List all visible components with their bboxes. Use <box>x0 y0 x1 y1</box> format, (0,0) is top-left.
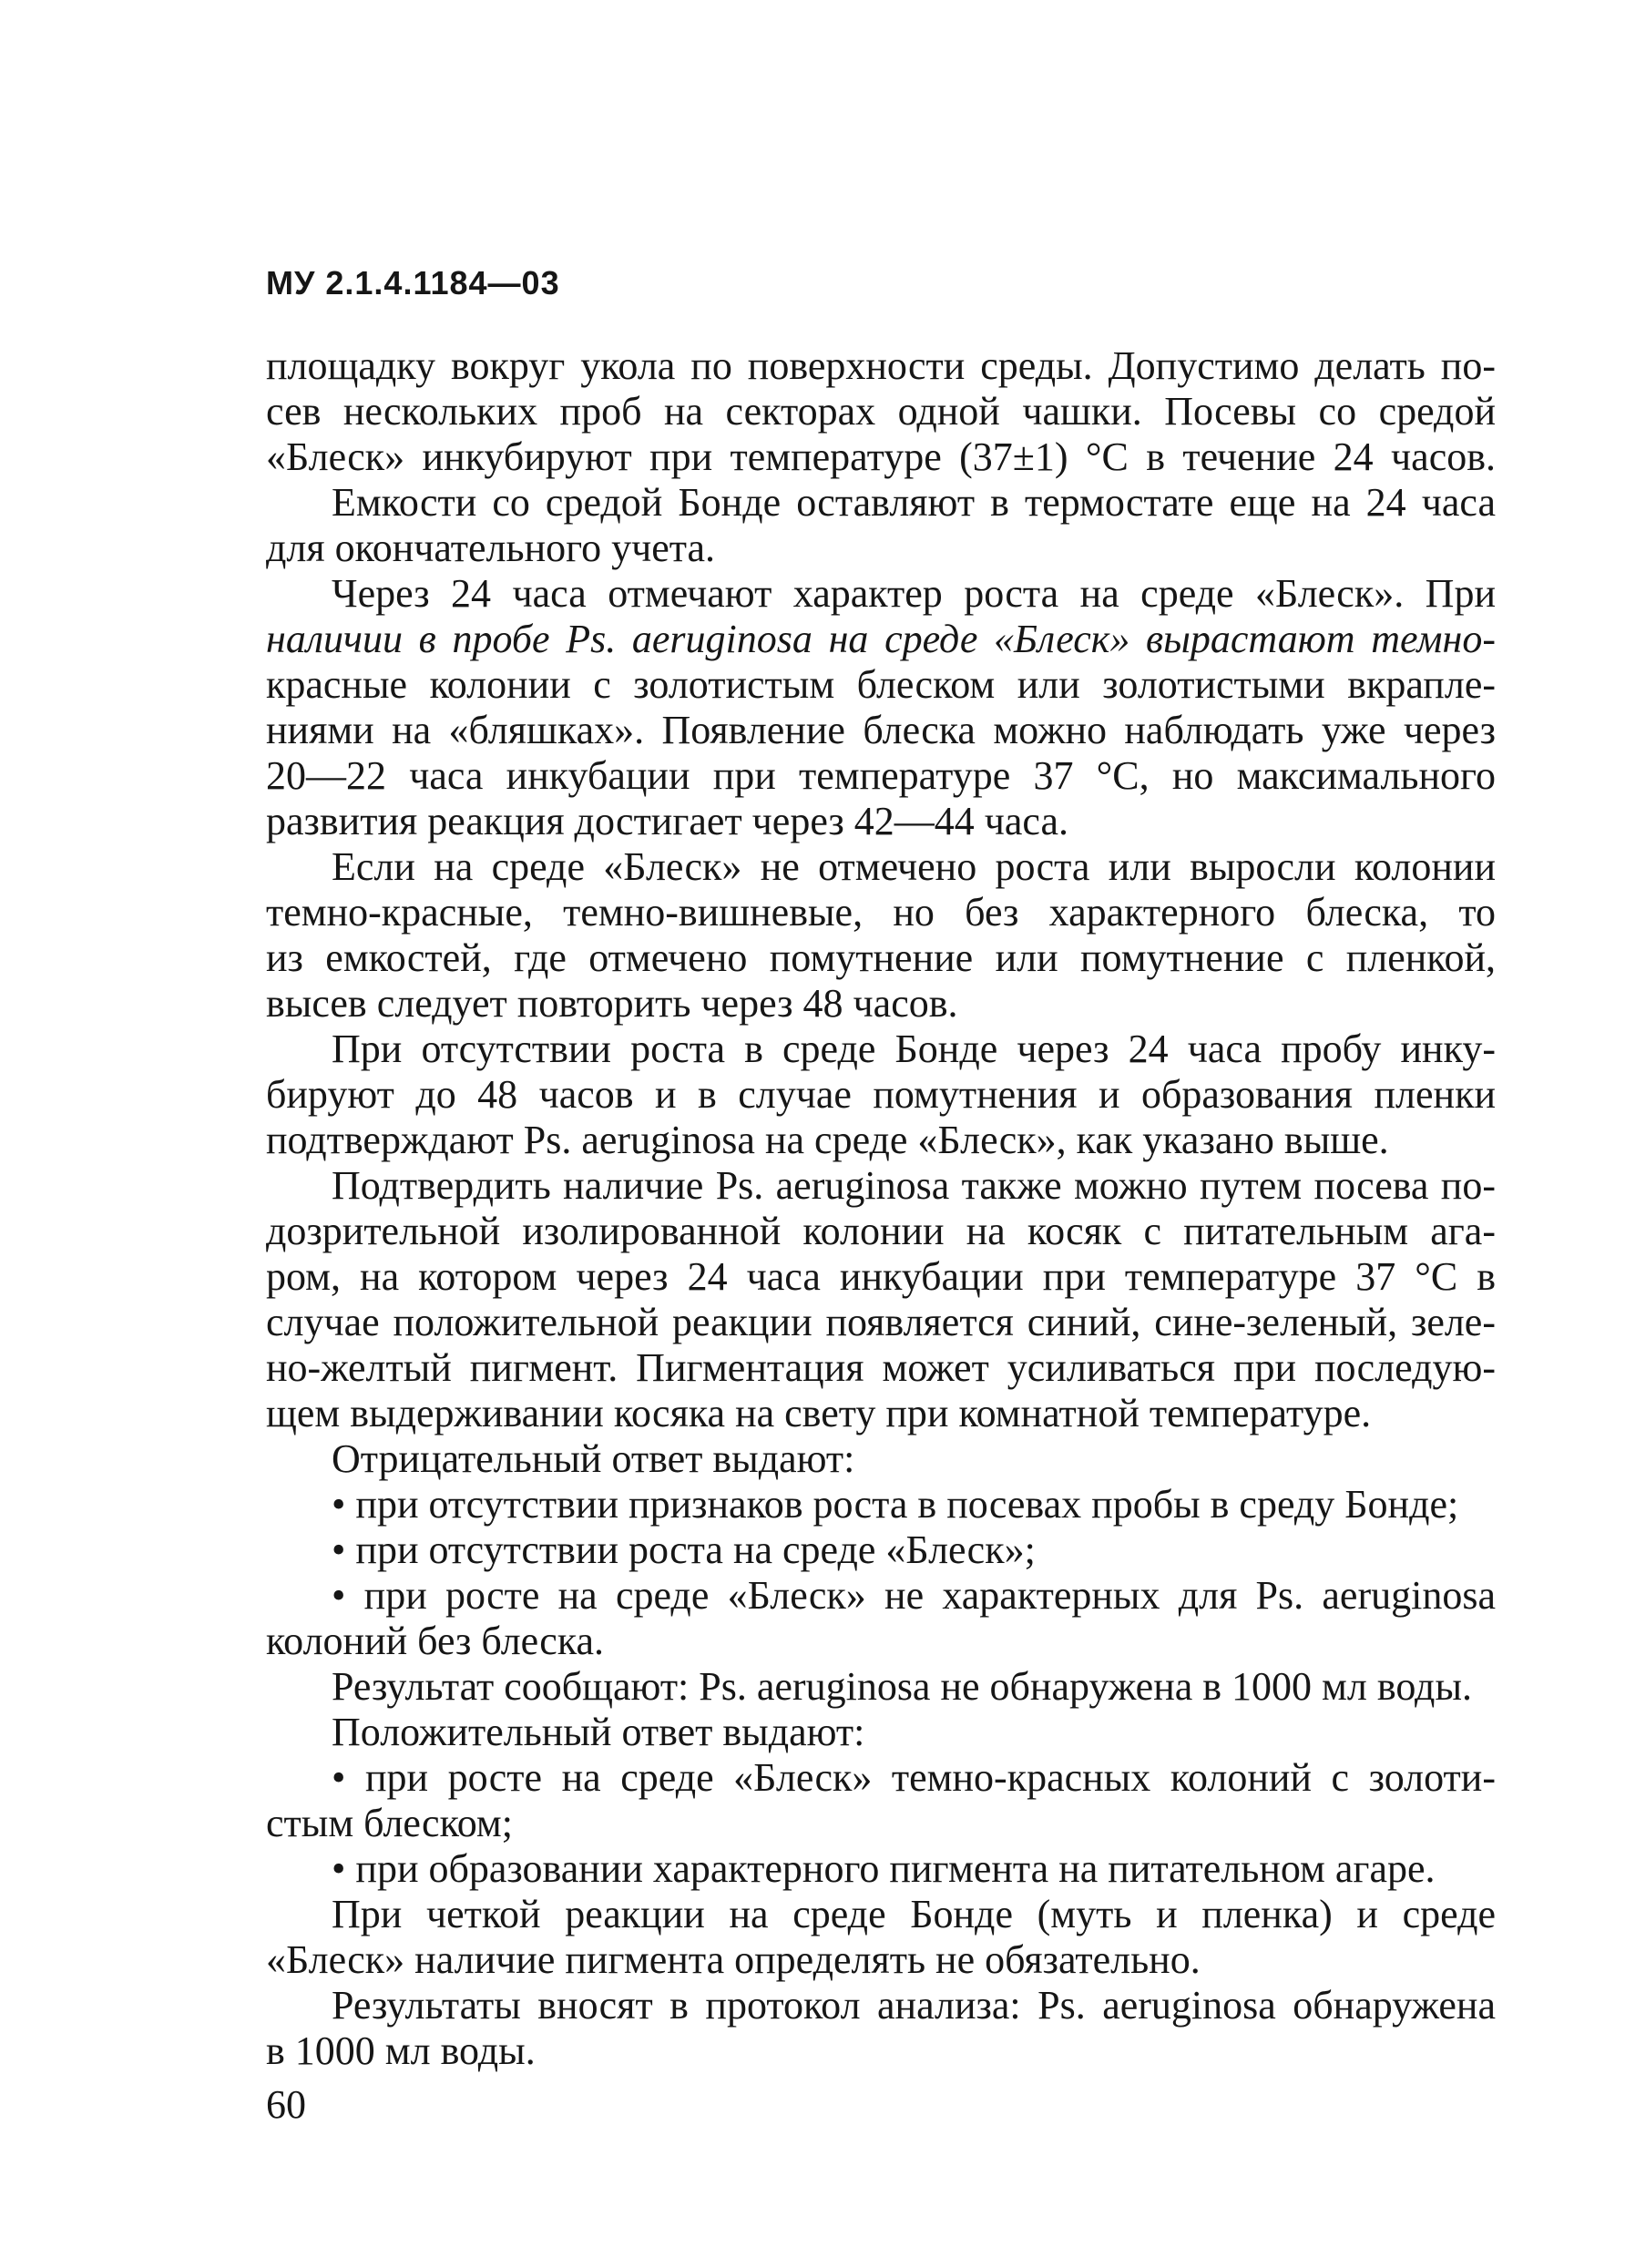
bullet-item: • при образовании характерного пигмента на питательном агаре. <box>332 1846 1436 1891</box>
text-line: Положительный ответ выдают: <box>332 1710 865 1754</box>
text-line: щем выдерживании косяка на свету при комнатной температуре. <box>266 1391 1372 1435</box>
text-line: Результат сообщают: Ps. aeruginosa не обнаружена в 1000 мл воды. <box>332 1664 1473 1709</box>
text-line: «Блеск» наличие пигмента определять не обязательно. <box>266 1937 1201 1982</box>
text-line: Отрицательный ответ выдают: <box>332 1436 855 1481</box>
bullet-item: • при отсутствии роста на среде «Блеск»; <box>332 1527 1036 1572</box>
bullet-item: • при отсутствии признаков роста в посевах пробы в среду Бонде; <box>332 1482 1459 1527</box>
page-number: 60 <box>266 2082 306 2127</box>
bullet-item: • при росте на среде «Блеск» не характерных для Ps. aeruginosa <box>332 1573 1496 1618</box>
text-line: бируют до 48 часов и в случае помутнения и образования пленки <box>266 1072 1496 1117</box>
text-line: дозрительной изолированной колонии на косяк с питательным ага- <box>266 1209 1496 1253</box>
text-line: случае положительной реакции появляется синий, сине-зеленый, зеле- <box>266 1300 1496 1344</box>
page-body <box>266 343 1496 2074</box>
text-line: из емкостей, где отмечено помутнение или помутнение с пленкой, <box>266 935 1496 980</box>
text-line: При четкой реакции на среде Бонде (муть и пленка) и среде <box>332 1892 1496 1936</box>
text-line: ниями на «бляшках». Появление блеска можно наблюдать уже через <box>266 708 1496 752</box>
text-line: Подтвердить наличие Ps. aeruginosa также можно путем посева по- <box>332 1163 1496 1208</box>
text-line: темно-красные, темно-вишневые, но без характерного блеска, то <box>266 890 1496 935</box>
text-line: Если на среде «Блеск» не отмечено роста или выросли колонии <box>332 844 1496 889</box>
text-line: но-желтый пигмент. Пигментация может усиливаться при последую- <box>266 1345 1496 1390</box>
text-line: Емкости со средой Бонде оставляют в термостате еще на 24 часа <box>332 480 1496 525</box>
text-line: площадку вокруг укола по поверхности среды. Допустимо делать по- <box>266 343 1496 388</box>
text-line: наличии в пробе Ps. aeruginosa на среде «Блеск» вырастают темно- <box>266 617 1496 661</box>
text-line: колоний без блеска. <box>266 1619 605 1663</box>
text-line: Через 24 часа отмечают характер роста на среде «Блеск». При <box>332 571 1496 616</box>
text-line: ром, на котором через 24 часа инкубации при температуре 37 °С в <box>266 1254 1496 1299</box>
text-line: подтверждают Ps. aeruginosa на среде «Блеск», как указано выше. <box>266 1118 1389 1162</box>
text-line: развития реакция достигает через 42—44 часа. <box>266 799 1069 843</box>
text-line: стым блеском; <box>266 1801 513 1845</box>
text-line: «Блеск» инкубируют при температуре (37±1) °С в течение 24 часов. <box>266 434 1496 479</box>
text-line: красные колонии с золотистым блеском или золотистыми вкрапле- <box>266 662 1496 707</box>
text-line: При отсутствии роста в среде Бонде через 24 часа пробу инку- <box>332 1027 1496 1071</box>
document-code-header: МУ 2.1.4.1184—03 <box>266 264 560 301</box>
text-line: сев нескольких проб на секторах одной чашки. Посевы со средой <box>266 389 1496 434</box>
bullet-item: • при росте на среде «Блеск» темно-красных колоний с золоти- <box>332 1755 1496 1800</box>
text-line: высев следует повторить через 48 часов. <box>266 981 958 1026</box>
text-line: 20—22 часа инкубации при температуре 37 °С, но максимального <box>266 753 1496 798</box>
text-line: Результаты вносят в протокол анализа: Ps. aeruginosa обнаружена <box>332 1983 1496 2028</box>
text-line: для окончательного учета. <box>266 526 716 570</box>
text-line: в 1000 мл воды. <box>266 2028 536 2073</box>
